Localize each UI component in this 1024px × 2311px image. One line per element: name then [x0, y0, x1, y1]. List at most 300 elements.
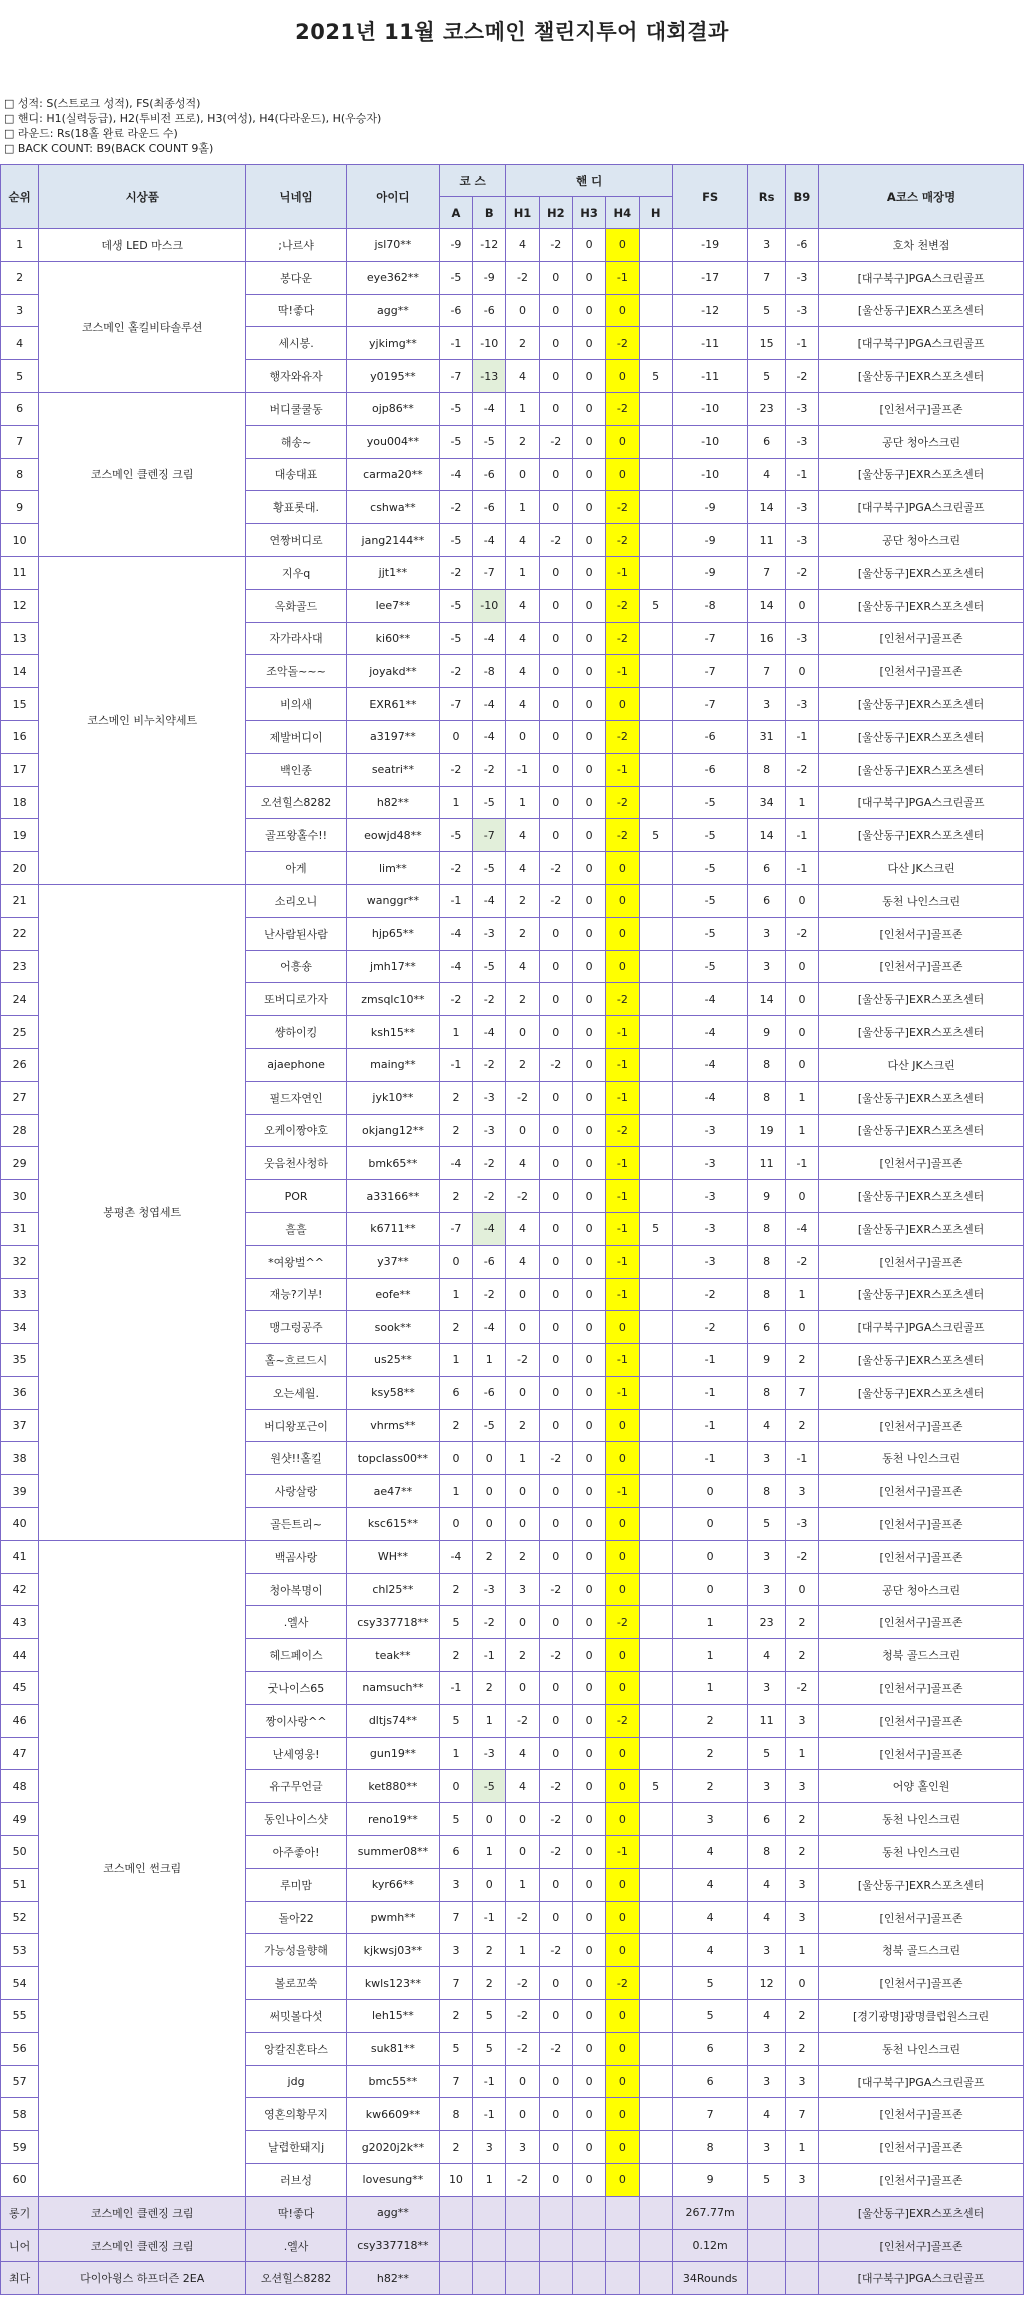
h3-cell: 0 — [572, 2032, 605, 2065]
id-cell: jyk10** — [347, 1081, 440, 1114]
fs-cell: -7 — [672, 655, 748, 688]
b-cell: -4 — [473, 884, 506, 917]
id-cell: WH** — [347, 1540, 440, 1573]
h2-cell: 0 — [539, 1901, 572, 1934]
store-cell: [인천서구]골프존 — [819, 1409, 1024, 1442]
id-cell: ksy58** — [347, 1376, 440, 1409]
b-cell: -3 — [473, 1737, 506, 1770]
h2-cell: 0 — [539, 655, 572, 688]
empty-cell — [539, 2262, 572, 2295]
store-cell: [울산동구]EXR스포츠센터 — [819, 753, 1024, 786]
h-cell — [639, 1934, 672, 1967]
h4-cell: 0 — [606, 1409, 639, 1442]
h-cell — [639, 229, 672, 262]
fs-cell: 9 — [672, 2164, 748, 2197]
h1-cell: 2 — [506, 1409, 539, 1442]
h4-cell: -1 — [606, 1344, 639, 1377]
fs-cell: -10 — [672, 425, 748, 458]
empty-cell — [748, 2196, 785, 2229]
b-cell: 0 — [473, 1868, 506, 1901]
fs-cell: 2 — [672, 1704, 748, 1737]
a-cell: -5 — [439, 589, 472, 622]
fs-cell: 5 — [672, 1967, 748, 2000]
empty-cell — [506, 2196, 539, 2229]
h2-cell: -2 — [539, 1934, 572, 1967]
id-cell: csy337718** — [347, 1606, 440, 1639]
id-cell: kwls123** — [347, 1967, 440, 2000]
store-cell: 공단 청아스크린 — [819, 1573, 1024, 1606]
fs-cell: 8 — [672, 2131, 748, 2164]
a-cell: -5 — [439, 622, 472, 655]
h2-cell: 0 — [539, 1278, 572, 1311]
rs-cell: 8 — [748, 1212, 785, 1245]
h-cell — [639, 1672, 672, 1705]
store-cell: 다산 JK스크린 — [819, 1048, 1024, 1081]
rs-cell: 8 — [748, 753, 785, 786]
store-cell: [대구북구]PGA스크린골프 — [819, 327, 1024, 360]
h2-cell: 0 — [539, 1737, 572, 1770]
h1-cell: 0 — [506, 1278, 539, 1311]
a-cell: -4 — [439, 1147, 472, 1180]
store-cell: 동천 나인스크린 — [819, 1803, 1024, 1836]
rank-cell: 59 — [1, 2131, 39, 2164]
b-cell: 3 — [473, 2131, 506, 2164]
fs-cell: -3 — [672, 1114, 748, 1147]
b-cell: -5 — [473, 950, 506, 983]
fs-cell: -11 — [672, 360, 748, 393]
b9-cell: 0 — [785, 655, 818, 688]
fs-cell: -5 — [672, 786, 748, 819]
store-cell: [인천서구]골프존 — [819, 2131, 1024, 2164]
store-cell: [인천서구]골프존 — [819, 1475, 1024, 1508]
h3-cell: 0 — [572, 917, 605, 950]
h2-cell: 0 — [539, 1967, 572, 2000]
nickname-cell: 돌아22 — [246, 1901, 347, 1934]
h3-cell: 0 — [572, 720, 605, 753]
h-cell — [639, 2098, 672, 2131]
special-award-row — [1, 2262, 1024, 2295]
h2-cell: -2 — [539, 1048, 572, 1081]
h4-cell: 0 — [606, 1737, 639, 1770]
id-cell: suk81** — [347, 2032, 440, 2065]
rank-cell: 28 — [1, 1114, 39, 1147]
id-cell: cshwa** — [347, 491, 440, 524]
b-cell: -4 — [473, 688, 506, 721]
h4-cell: 0 — [606, 1901, 639, 1934]
h2-cell: 0 — [539, 1114, 572, 1147]
nickname-cell: 앙칼진혼타스 — [246, 2032, 347, 2065]
rs-cell: 3 — [748, 1573, 785, 1606]
nickname-cell: 볼로꼬쑥 — [246, 1967, 347, 2000]
fs-cell: -5 — [672, 884, 748, 917]
store-cell: 다산 JK스크린 — [819, 852, 1024, 885]
h4-cell: 0 — [606, 852, 639, 885]
a-cell: -1 — [439, 884, 472, 917]
a-cell: 8 — [439, 2098, 472, 2131]
b-cell: 0 — [473, 1508, 506, 1541]
id-cell: k6711** — [347, 1212, 440, 1245]
h1-cell: 0 — [506, 2065, 539, 2098]
h-cell — [639, 1442, 672, 1475]
a-cell: -1 — [439, 1048, 472, 1081]
store-cell: [인천서구]골프존 — [819, 2229, 1024, 2262]
a-cell: 2 — [439, 1311, 472, 1344]
nickname-cell: 봉다운 — [246, 261, 347, 294]
id-cell: seatri** — [347, 753, 440, 786]
h3-cell: 0 — [572, 2131, 605, 2164]
b9-cell: 3 — [785, 1704, 818, 1737]
empty-cell — [639, 2262, 672, 2295]
b9-cell: -1 — [785, 720, 818, 753]
b9-cell: 0 — [785, 950, 818, 983]
rank-cell: 45 — [1, 1672, 39, 1705]
rs-cell: 5 — [748, 1508, 785, 1541]
h2-cell: 0 — [539, 556, 572, 589]
h-cell — [639, 688, 672, 721]
prize-cell: 코스메인 썬크림 — [39, 1540, 246, 2196]
rank-cell: 32 — [1, 1245, 39, 1278]
h3-cell: 0 — [572, 1508, 605, 1541]
h-cell — [639, 1180, 672, 1213]
b-cell: -6 — [473, 294, 506, 327]
nickname-cell: 썅하이킹 — [246, 1016, 347, 1049]
h-cell — [639, 1967, 672, 2000]
h3-cell: 0 — [572, 2164, 605, 2197]
b9-cell: 7 — [785, 1376, 818, 1409]
b9-cell: -3 — [785, 1508, 818, 1541]
id-cell: kjkwsj03** — [347, 1934, 440, 1967]
id-cell: bmk65** — [347, 1147, 440, 1180]
table-row — [1, 884, 1024, 917]
id-cell: jsl70** — [347, 229, 440, 262]
h2-cell: 0 — [539, 1475, 572, 1508]
rank-cell: 22 — [1, 917, 39, 950]
nickname-cell: 황표롯대. — [246, 491, 347, 524]
nickname-cell: 러브성 — [246, 2164, 347, 2197]
rs-cell: 9 — [748, 1344, 785, 1377]
h3-cell: 0 — [572, 753, 605, 786]
h3-cell: 0 — [572, 1147, 605, 1180]
id-cell: eye362** — [347, 261, 440, 294]
empty-cell — [572, 2262, 605, 2295]
rs-cell: 3 — [748, 2131, 785, 2164]
h-cell — [639, 1245, 672, 1278]
h4-cell: -2 — [606, 1114, 639, 1147]
store-cell: [울산동구]EXR스포츠센터 — [819, 1344, 1024, 1377]
fs-cell: 1 — [672, 1639, 748, 1672]
h2-cell: 0 — [539, 819, 572, 852]
h4-cell: -2 — [606, 327, 639, 360]
h1-cell: 4 — [506, 1770, 539, 1803]
rank-cell: 52 — [1, 1901, 39, 1934]
b-cell: 2 — [473, 1540, 506, 1573]
h-cell — [639, 1737, 672, 1770]
empty-cell — [539, 2196, 572, 2229]
fs-cell: -10 — [672, 458, 748, 491]
h3-cell: 0 — [572, 983, 605, 1016]
fs-cell: 1 — [672, 1672, 748, 1705]
h3-cell: 0 — [572, 425, 605, 458]
legend — [4, 96, 1024, 156]
id-cell: jjt1** — [347, 556, 440, 589]
store-cell: [울산동구]EXR스포츠센터 — [819, 1868, 1024, 1901]
h3-cell: 0 — [572, 556, 605, 589]
rs-cell: 5 — [748, 2164, 785, 2197]
h-cell — [639, 1540, 672, 1573]
h1-cell: 4 — [506, 1245, 539, 1278]
h2-cell: 0 — [539, 1016, 572, 1049]
empty-cell — [439, 2262, 472, 2295]
h4-cell: -2 — [606, 392, 639, 425]
b9-cell: -2 — [785, 556, 818, 589]
h1-cell: 0 — [506, 1672, 539, 1705]
h4-cell: 0 — [606, 2131, 639, 2164]
b-cell: 2 — [473, 1934, 506, 1967]
store-cell: [대구북구]PGA스크린골프 — [819, 261, 1024, 294]
rs-cell: 7 — [748, 556, 785, 589]
rank-cell: 11 — [1, 556, 39, 589]
b-cell: 1 — [473, 1344, 506, 1377]
h3-cell: 0 — [572, 1081, 605, 1114]
a-cell: -7 — [439, 360, 472, 393]
a-cell: 5 — [439, 1606, 472, 1639]
rank-cell: 42 — [1, 1573, 39, 1606]
store-cell: [인천서구]골프존 — [819, 1147, 1024, 1180]
b9-cell: 0 — [785, 1016, 818, 1049]
h1-cell: -2 — [506, 1967, 539, 2000]
h3-cell: 0 — [572, 950, 605, 983]
h4-cell: 0 — [606, 884, 639, 917]
id-cell: us25** — [347, 1344, 440, 1377]
rank-cell: 5 — [1, 360, 39, 393]
b9-cell: 2 — [785, 1836, 818, 1869]
h3-cell: 0 — [572, 229, 605, 262]
rank-cell: 46 — [1, 1704, 39, 1737]
empty-cell — [473, 2229, 506, 2262]
h2-cell: 0 — [539, 2098, 572, 2131]
h3-cell: 0 — [572, 2000, 605, 2033]
h4-cell: 0 — [606, 1508, 639, 1541]
rs-cell: 6 — [748, 1803, 785, 1836]
fs-cell: -3 — [672, 1147, 748, 1180]
h2-cell: 0 — [539, 720, 572, 753]
fs-cell: -2 — [672, 1278, 748, 1311]
h2-cell: 0 — [539, 327, 572, 360]
h-cell — [639, 1606, 672, 1639]
h3-cell: 0 — [572, 1967, 605, 2000]
nickname-cell: 제발버디이 — [246, 720, 347, 753]
h3-cell: 0 — [572, 1212, 605, 1245]
nickname-cell: 골프왕홀수!! — [246, 819, 347, 852]
col-fs: FS — [672, 165, 748, 229]
rs-cell: 14 — [748, 589, 785, 622]
rs-cell: 31 — [748, 720, 785, 753]
rank-cell: 37 — [1, 1409, 39, 1442]
rs-cell: 23 — [748, 1606, 785, 1639]
table-row — [1, 392, 1024, 425]
a-cell: 0 — [439, 1245, 472, 1278]
h-cell — [639, 1704, 672, 1737]
b9-cell: -3 — [785, 261, 818, 294]
h-cell — [639, 1114, 672, 1147]
h1-cell: 2 — [506, 425, 539, 458]
h2-cell: 0 — [539, 458, 572, 491]
h3-cell: 0 — [572, 1770, 605, 1803]
fs-cell: -9 — [672, 491, 748, 524]
a-cell: 1 — [439, 786, 472, 819]
store-cell: [울산동구]EXR스포츠센터 — [819, 720, 1024, 753]
b-cell: -3 — [473, 917, 506, 950]
b9-cell: -3 — [785, 294, 818, 327]
rank-cell: 16 — [1, 720, 39, 753]
nickname-cell: 백곰사랑 — [246, 1540, 347, 1573]
store-cell: [인천서구]골프존 — [819, 1967, 1024, 2000]
b9-cell: -2 — [785, 360, 818, 393]
b9-cell: 2 — [785, 1606, 818, 1639]
nickname-cell: 난사람된사람 — [246, 917, 347, 950]
b-cell: -2 — [473, 1180, 506, 1213]
award-type-cell: 니어 — [1, 2229, 39, 2262]
id-cell: dltjs74** — [347, 1704, 440, 1737]
rs-cell: 8 — [748, 1245, 785, 1278]
h3-cell: 0 — [572, 1114, 605, 1147]
id-cell: bmc55** — [347, 2065, 440, 2098]
h4-cell: -2 — [606, 1606, 639, 1639]
id-cell: ksh15** — [347, 1016, 440, 1049]
h2-cell: 0 — [539, 1344, 572, 1377]
h2-cell: 0 — [539, 1376, 572, 1409]
b-cell: -5 — [473, 1409, 506, 1442]
h1-cell: 1 — [506, 392, 539, 425]
h2-cell: 0 — [539, 491, 572, 524]
b-cell: -1 — [473, 1901, 506, 1934]
b-cell: -4 — [473, 720, 506, 753]
id-cell: pwmh** — [347, 1901, 440, 1934]
rank-cell: 8 — [1, 458, 39, 491]
h3-cell: 0 — [572, 884, 605, 917]
b-cell: -6 — [473, 491, 506, 524]
fs-cell: 5 — [672, 2000, 748, 2033]
h3-cell: 0 — [572, 1672, 605, 1705]
nickname-cell: 백인종 — [246, 753, 347, 786]
h1-cell: 2 — [506, 917, 539, 950]
rs-cell: 5 — [748, 360, 785, 393]
b9-cell: 1 — [785, 2131, 818, 2164]
rs-cell: 6 — [748, 852, 785, 885]
col-h2: H2 — [539, 197, 572, 229]
rank-cell: 50 — [1, 1836, 39, 1869]
b-cell: -10 — [473, 327, 506, 360]
nickname-cell: 필드자연인 — [246, 1081, 347, 1114]
fs-cell: -5 — [672, 852, 748, 885]
store-cell: [인천서구]골프존 — [819, 2098, 1024, 2131]
rs-cell: 14 — [748, 819, 785, 852]
h2-cell: 0 — [539, 983, 572, 1016]
h1-cell: 1 — [506, 1442, 539, 1475]
store-cell: [인천서구]골프존 — [819, 2164, 1024, 2197]
h4-cell: 0 — [606, 294, 639, 327]
h1-cell: -2 — [506, 1704, 539, 1737]
h3-cell: 0 — [572, 1311, 605, 1344]
rs-cell: 3 — [748, 1540, 785, 1573]
id-cell: ojp86** — [347, 392, 440, 425]
record-cell: 34Rounds — [672, 2262, 748, 2295]
rs-cell: 15 — [748, 327, 785, 360]
rs-cell: 23 — [748, 392, 785, 425]
a-cell: 3 — [439, 1934, 472, 1967]
rs-cell: 3 — [748, 229, 785, 262]
store-cell: [경기광명]광명클럽원스크린 — [819, 2000, 1024, 2033]
a-cell: 2 — [439, 1573, 472, 1606]
h1-cell: -2 — [506, 2000, 539, 2033]
h4-cell: -1 — [606, 1048, 639, 1081]
rs-cell: 3 — [748, 688, 785, 721]
h1-cell: 0 — [506, 458, 539, 491]
fs-cell: 2 — [672, 1770, 748, 1803]
b9-cell: -2 — [785, 917, 818, 950]
h2-cell: 0 — [539, 2131, 572, 2164]
fs-cell: -19 — [672, 229, 748, 262]
h2-cell: 0 — [539, 1081, 572, 1114]
rank-cell: 35 — [1, 1344, 39, 1377]
id-cell: a3197** — [347, 720, 440, 753]
rank-cell: 25 — [1, 1016, 39, 1049]
record-cell: 267.77m — [672, 2196, 748, 2229]
b-cell: -6 — [473, 458, 506, 491]
nickname-cell: 대송대표 — [246, 458, 347, 491]
rs-cell: 11 — [748, 524, 785, 557]
nickname-cell: 루미맘 — [246, 1868, 347, 1901]
store-cell: [울산동구]EXR스포츠센터 — [819, 819, 1024, 852]
a-cell: -1 — [439, 1672, 472, 1705]
h-cell — [639, 2000, 672, 2033]
h2-cell: 0 — [539, 261, 572, 294]
store-cell: 청북 골드스크린 — [819, 1934, 1024, 1967]
h3-cell: 0 — [572, 786, 605, 819]
fs-cell: -4 — [672, 1016, 748, 1049]
empty-cell — [473, 2262, 506, 2295]
h3-cell: 0 — [572, 1704, 605, 1737]
rs-cell: 9 — [748, 1180, 785, 1213]
h3-cell: 0 — [572, 589, 605, 622]
h4-cell: -1 — [606, 556, 639, 589]
id-cell: g2020j2k** — [347, 2131, 440, 2164]
nickname-cell: 비의새 — [246, 688, 347, 721]
rank-cell: 36 — [1, 1376, 39, 1409]
b9-cell: 2 — [785, 1409, 818, 1442]
col-h4: H4 — [606, 197, 639, 229]
h1-cell: 0 — [506, 1114, 539, 1147]
h1-cell: 2 — [506, 983, 539, 1016]
h3-cell: 0 — [572, 1442, 605, 1475]
h4-cell: 0 — [606, 2164, 639, 2197]
rs-cell: 4 — [748, 2098, 785, 2131]
h1-cell: -2 — [506, 261, 539, 294]
id-cell: gun19** — [347, 1737, 440, 1770]
a-cell: 6 — [439, 1836, 472, 1869]
h2-cell: 0 — [539, 622, 572, 655]
b9-cell: 2 — [785, 2000, 818, 2033]
fs-cell: -6 — [672, 753, 748, 786]
col-h: H — [639, 197, 672, 229]
a-cell: 6 — [439, 1376, 472, 1409]
h1-cell: 1 — [506, 1934, 539, 1967]
results-body — [1, 229, 1024, 2295]
b9-cell: 0 — [785, 589, 818, 622]
rank-cell: 18 — [1, 786, 39, 819]
id-cell: ae47** — [347, 1475, 440, 1508]
store-cell: 동천 나인스크린 — [819, 1836, 1024, 1869]
